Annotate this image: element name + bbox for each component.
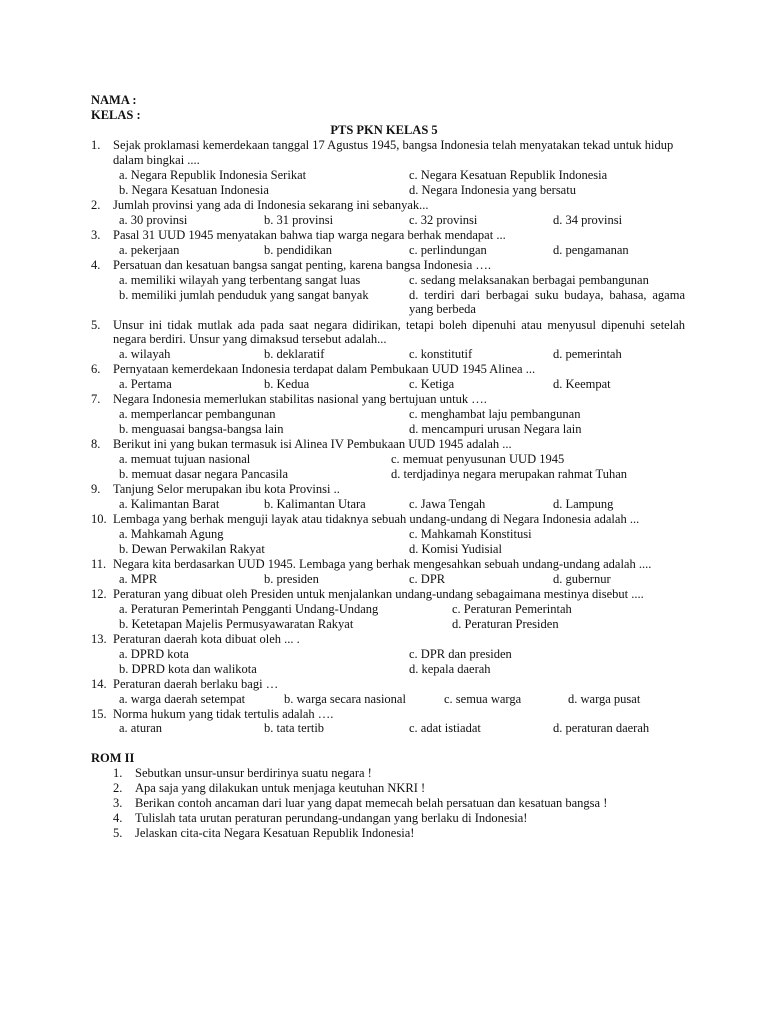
option-row [91,542,685,557]
question-number: 2. [91,197,101,212]
option-b: b. tata tertib [264,721,325,736]
essay-text: Apa saja yang dilakukan untuk menjaga keutuhan NKRI ! [135,781,426,795]
essay-text: Berikan contoh ancaman dari luar yang dapat memecah belah persatuan dan kesatuan bangsa ! [135,796,608,810]
option-d: d. warga pusat [568,691,641,706]
option-row [91,527,685,542]
question-text: Peraturan daerah kota dibuat oleh ... . [113,631,300,646]
question-number: 5. [91,317,101,332]
option-row [91,647,685,662]
question-12 [91,587,685,632]
essay-number: 2. [113,781,123,795]
question-9 [91,482,685,512]
essay-number: 4. [113,811,123,825]
question-text: Tanjung Selor merupakan ibu kota Provinsi .. [113,482,340,497]
option-a: a. MPR [119,571,158,586]
option-b: b. memiliki jumlah penduduk yang sangat banyak [119,287,369,302]
question-number: 3. [91,227,101,242]
option-c: c. DPR [409,571,446,586]
option-row [91,377,685,392]
option-a: a. Mahkamah Agung [119,526,224,541]
option-a: a. Peraturan Pemerintah Pengganti Undang-Undang [119,601,379,616]
option-b: b. Kedua [264,377,310,392]
option-c: c. memuat penyusunan UUD 1945 [391,452,565,467]
option-a: a. memuat tujuan nasional [119,452,251,467]
question-text: Jumlah provinsi yang ada di Indonesia sekarang ini sebanyak... [113,197,429,212]
option-c: c. Negara Kesatuan Republik Indonesia [409,167,608,182]
option-a: a. Kalimantan Barat [119,496,220,511]
multiple-choice-section [91,138,685,736]
option-d: d. Negara Indonesia yang bersatu [409,182,576,197]
essay-item [113,796,673,811]
option-b: b. Dewan Perwakilan Rakyat [119,541,265,556]
option-c: c. DPR dan presiden [409,646,512,661]
question-text: Pernyataan kemerdekaan Indonesia terdapat dalam Pembukaan UUD 1945 Alinea ... [113,362,536,377]
option-d: d. peraturan daerah [553,721,650,736]
option-c: c. Mahkamah Konstitusi [409,526,532,541]
option-b: b. Ketetapan Majelis Permusyawaratan Rakyat [119,616,354,631]
option-row [91,422,685,437]
option-c: c. 32 provinsi [409,212,478,227]
essay-item [113,826,673,841]
option-c: c. Peraturan Pemerintah [452,601,572,616]
question-11 [91,557,685,587]
essay-item [113,781,673,796]
question-text: Unsur ini tidak mutlak ada pada saat negara didirikan, tetapi boleh dipenuhi atau menyusul dipenuhi setelah negara berdiri. Unsur yang dimaksud tersebut adalah... [113,317,685,347]
question-number: 8. [91,437,101,452]
option-d: d. Peraturan Presiden [452,616,559,631]
essay-number: 5. [113,826,123,840]
option-c: c. Ketiga [409,377,455,392]
essay-number: 3. [113,796,123,810]
option-row [91,692,685,707]
question-number: 6. [91,362,101,377]
question-number: 9. [91,482,101,497]
question-text: Berikut ini yang bukan termasuk isi Alinea IV Pembukaan UUD 1945 adalah ... [113,437,512,452]
option-row [91,273,685,288]
question-text: Persatuan dan kesatuan bangsa sangat penting, karena bangsa Indonesia …. [113,257,492,272]
question-number: 12. [91,586,107,601]
option-a: a. DPRD kota [119,646,189,661]
essay-item [113,766,673,781]
question-text: Lembaga yang berhak menguji layak atau tidaknya sebuah undang-undang di Negara Indonesia adalah ... [113,511,640,526]
option-row [91,243,685,258]
question-text: Norma hukum yang tidak tertulis adalah …. [113,706,334,721]
option-c: c. Jawa Tengah [409,496,486,511]
question-4 [91,258,685,318]
question-text: Peraturan yang dibuat oleh Presiden untuk menjalankan undang-undang sebagaimana mestinya disebut .... [113,586,644,601]
option-c: c. adat istiadat [409,721,481,736]
option-b: b. warga secara nasional [284,691,406,706]
question-7 [91,392,685,437]
question-number: 10. [91,511,107,526]
name-label: NAMA : [91,93,137,107]
option-row [91,497,685,512]
question-number: 15. [91,706,107,721]
option-d: d. kepala daerah [409,661,491,676]
option-row [91,602,685,617]
class-label: KELAS : [91,108,141,122]
option-a: a. warga daerah setempat [119,691,246,706]
student-header [91,93,141,123]
essay-item [113,811,673,826]
question-number: 13. [91,631,107,646]
option-a: a. wilayah [119,347,171,362]
question-3 [91,228,685,258]
option-row [91,183,685,198]
option-c: c. sedang melaksanakan berbagai pembangunan [409,272,649,287]
option-row [91,617,685,632]
question-number: 11. [91,556,107,571]
option-a: a. Pertama [119,377,172,392]
option-row [91,407,685,422]
question-text: Sejak proklamasi kemerdekaan tanggal 17 Agustus 1945, bangsa Indonesia telah menyatakan tekad untuk hidup dalam bingkai .... [113,138,674,167]
option-row [91,662,685,677]
option-row [91,347,685,362]
option-d: d. mencampuri urusan Negara lain [409,422,582,437]
option-row [91,467,685,482]
essay-text: Sebutkan unsur-unsur berdirinya suatu negara ! [135,766,372,780]
option-row [91,213,685,228]
essay-text: Jelaskan cita-cita Negara Kesatuan Republik Indonesia! [135,826,415,840]
option-b: b. menguasai bangsa-bangsa lain [119,422,284,437]
option-b: b. presiden [264,571,319,586]
option-row [91,721,685,736]
option-a: a. Negara Republik Indonesia Serikat [119,167,307,182]
question-number: 7. [91,392,101,407]
question-number: 14. [91,676,107,691]
question-2 [91,198,685,228]
option-b: b. Negara Kesatuan Indonesia [119,182,269,197]
question-number: 1. [91,138,101,152]
option-d: d. pemerintah [553,347,622,362]
question-text: Peraturan daerah berlaku bagi … [113,676,279,691]
option-d: d. 34 provinsi [553,212,623,227]
question-6 [91,362,685,392]
option-d: d. Komisi Yudisial [409,541,502,556]
question-5 [91,318,685,363]
option-row [91,168,685,183]
question-text: Pasal 31 UUD 1945 menyatakan bahwa tiap warga negara berhak mendapat ... [113,227,506,242]
essay-section-title: ROM II [91,751,135,765]
question-8 [91,437,685,482]
option-row [91,452,685,467]
question-text: Negara Indonesia memerlukan stabilitas nasional yang bertujuan untuk …. [113,392,487,407]
question-1 [91,138,685,198]
question-15 [91,707,685,737]
option-a: a. memiliki wilayah yang terbentang sangat luas [119,272,361,287]
page-title: PTS PKN KELAS 5 [330,123,438,137]
option-b: b. Kalimantan Utara [264,496,366,511]
option-d: d. terdiri dari berbagai suku budaya, bahasa, agama yang berbeda [409,287,685,317]
option-a: a. memperlancar pembangunan [119,407,276,422]
option-d: d. gubernur [553,571,611,586]
question-10 [91,512,685,557]
option-a: a. aturan [119,721,163,736]
option-c: c. menghambat laju pembangunan [409,407,581,422]
option-row [91,572,685,587]
option-a: a. 30 provinsi [119,212,188,227]
option-d: d. Keempat [553,377,611,392]
option-c: c. konstitutif [409,347,473,362]
option-c: c. semua warga [444,691,522,706]
option-b: b. memuat dasar negara Pancasila [119,467,289,482]
option-a: a. pekerjaan [119,242,180,257]
option-b: b. DPRD kota dan walikota [119,661,257,676]
option-d: d. Lampung [553,496,614,511]
question-number: 4. [91,257,101,272]
option-b: b. pendidikan [264,242,333,257]
question-14 [91,677,685,707]
question-13 [91,632,685,677]
option-row [91,288,685,318]
option-b: b. deklaratif [264,347,325,362]
option-d: d. pengamanan [553,242,629,257]
essay-section [113,766,673,841]
option-b: b. 31 provinsi [264,212,334,227]
option-c: c. perlindungan [409,242,487,257]
essay-number: 1. [113,766,123,780]
option-d: d. terdjadinya negara merupakan rahmat Tuhan [391,467,628,482]
essay-text: Tulislah tata urutan peraturan perundang-undangan yang berlaku di Indonesia! [135,811,528,825]
question-text: Negara kita berdasarkan UUD 1945. Lembaga yang berhak mengesahkan sebuah undang-undang adalah .... [113,556,652,571]
